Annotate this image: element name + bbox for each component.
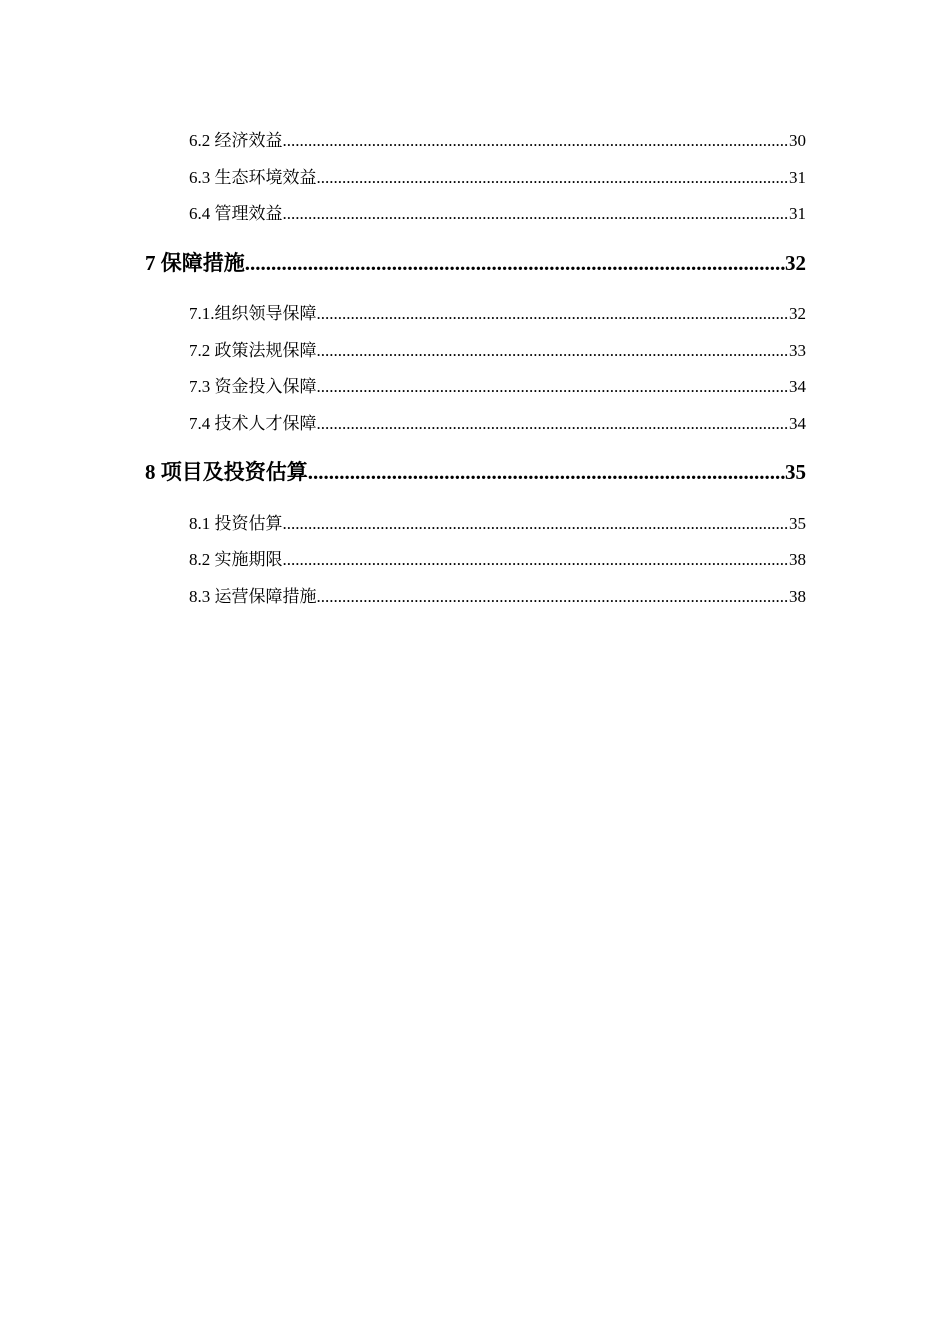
toc-entry-page: 38 <box>789 550 806 569</box>
toc-entry-page: 38 <box>789 587 806 606</box>
toc-entry-7-3[interactable] <box>189 372 806 397</box>
toc-entry-title: 8.2 实施期限 <box>189 550 283 569</box>
toc-entry-page: 31 <box>789 204 806 223</box>
toc-entry-8[interactable] <box>145 456 806 486</box>
toc-dot-leader <box>283 131 790 151</box>
toc-entry-6-3[interactable] <box>189 163 806 188</box>
toc-entry-page: 32 <box>789 304 806 323</box>
toc-entry-title: 6.4 管理效益 <box>189 204 283 223</box>
toc-entry-8-2[interactable] <box>189 545 806 570</box>
toc-dot-leader <box>317 587 790 607</box>
toc-entry-page: 34 <box>789 414 806 433</box>
toc-entry-title: 8 项目及投资估算 <box>145 460 308 484</box>
toc-entry-page: 35 <box>789 514 806 533</box>
toc-dot-leader <box>283 550 790 570</box>
toc-dot-leader <box>317 414 790 434</box>
toc-entry-title: 7.4 技术人才保障 <box>189 414 317 433</box>
toc-entry-6-4[interactable] <box>189 199 806 224</box>
toc-dot-leader <box>308 460 785 485</box>
toc-entry-title: 7.3 资金投入保障 <box>189 377 317 396</box>
toc-dot-leader <box>283 514 790 534</box>
toc-entry-page: 31 <box>789 168 806 187</box>
toc-entry-6-2[interactable] <box>189 126 806 151</box>
toc-entry-title: 6.2 经济效益 <box>189 131 283 150</box>
toc-dot-leader <box>317 341 790 361</box>
toc-entry-title: 8.3 运营保障措施 <box>189 587 317 606</box>
toc-entry-page: 34 <box>789 377 806 396</box>
toc-entry-7-1[interactable] <box>189 299 806 324</box>
toc-entry-page: 35 <box>785 460 806 484</box>
toc-entry-8-1[interactable] <box>189 509 806 534</box>
toc-entry-title: 7 保障措施 <box>145 251 245 275</box>
toc-dot-leader <box>317 304 790 324</box>
toc-entry-title: 8.1 投资估算 <box>189 514 283 533</box>
toc-entry-page: 33 <box>789 341 806 360</box>
toc-entry-7-4[interactable] <box>189 409 806 434</box>
toc-entry-title: 6.3 生态环境效益 <box>189 168 317 187</box>
toc-entry-8-3[interactable] <box>189 582 806 607</box>
toc-entry-title: 7.1.组织领导保障 <box>189 304 317 323</box>
toc-entry-title: 7.2 政策法规保障 <box>189 341 317 360</box>
toc-entry-page: 32 <box>785 251 806 275</box>
toc-entry-7-2[interactable] <box>189 336 806 361</box>
toc-entry-7[interactable] <box>145 247 806 277</box>
toc-dot-leader <box>283 204 790 224</box>
toc-dot-leader <box>245 251 785 276</box>
toc-dot-leader <box>317 168 790 188</box>
toc-entry-page: 30 <box>789 131 806 150</box>
toc-dot-leader <box>317 377 790 397</box>
